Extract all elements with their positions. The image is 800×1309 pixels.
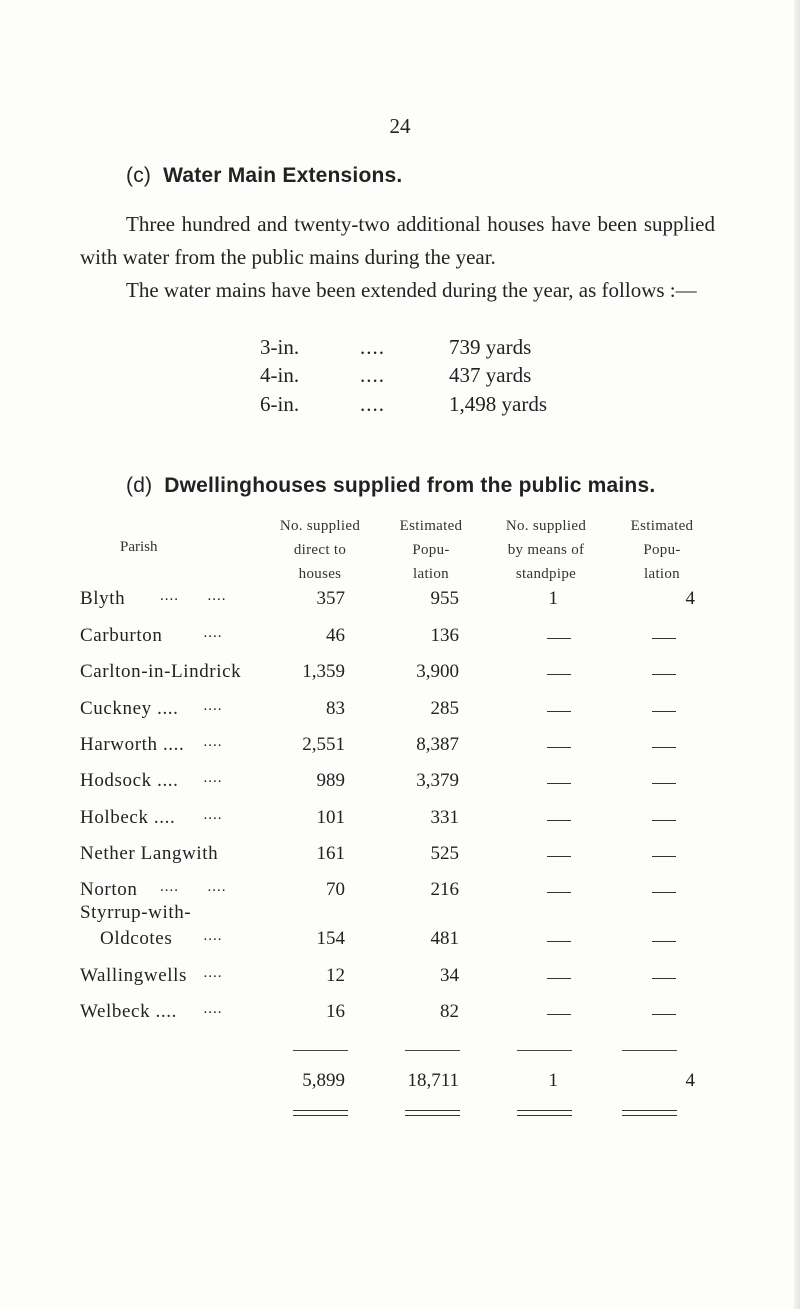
section-c-paragraph-2: The water mains have been extended during the year, as follows :—	[126, 278, 697, 302]
standpipe-count-dash	[547, 747, 571, 748]
extension-length: 1,498 yards	[449, 392, 547, 416]
section-c-paragraph-1: Three hundred and twenty-two additional houses have been supplied with water from the public mains during the year.	[80, 212, 715, 269]
parish-name: Oldcotes	[100, 928, 173, 949]
parish-name: Norton	[80, 879, 138, 900]
header-line: by means of	[507, 542, 585, 558]
page-number: 24	[389, 114, 411, 138]
standpipe-population-dash	[652, 747, 676, 748]
extension-row	[0, 363, 800, 389]
extension-dots: ....	[360, 363, 385, 387]
standpipe-count-dash	[547, 674, 571, 675]
double-underline	[622, 1110, 677, 1116]
direct-count: 101	[316, 807, 345, 828]
section-d-heading	[126, 474, 655, 498]
standpipe-population-dash	[652, 820, 676, 821]
header-line: Popu-	[643, 542, 681, 558]
estimated-population: 955	[430, 588, 459, 609]
standpipe-count-dash	[547, 856, 571, 857]
standpipe-count-dash	[547, 1014, 571, 1015]
header-standpipe-supply	[481, 514, 611, 586]
estimated-population: 82	[440, 1001, 459, 1022]
page-edge	[794, 0, 800, 1309]
extension-size: 6-in.	[260, 392, 300, 416]
standpipe-population-dash	[652, 711, 676, 712]
parish-name: Welbeck ....	[80, 1001, 177, 1022]
estimated-population: 285	[430, 698, 459, 719]
double-underline	[293, 1110, 348, 1116]
estimated-population: 3,900	[416, 661, 459, 682]
direct-count: 154	[316, 928, 345, 949]
header-line: standpipe	[515, 566, 577, 582]
standpipe-population-dash	[652, 892, 676, 893]
direct-count: 989	[316, 770, 345, 791]
leader-dots: ....	[175, 698, 223, 714]
direct-count: 161	[316, 843, 345, 864]
header-line: Estimated	[399, 518, 463, 534]
total-rule	[405, 1050, 460, 1051]
section-c-title: Water Main Extensions.	[163, 164, 403, 187]
leader-dots: ....	[175, 928, 223, 944]
parish-name: Holbeck ....	[80, 807, 176, 828]
section-d-label: (d)	[126, 474, 153, 497]
extension-length: 437 yards	[449, 363, 532, 387]
direct-count: 16	[326, 1001, 345, 1022]
parish-name: Cuckney ....	[80, 698, 179, 719]
total-standpipe: 1	[548, 1070, 558, 1091]
header-line: lation	[644, 566, 680, 582]
parish-name: Wallingwells	[80, 965, 187, 986]
extension-row	[0, 335, 800, 361]
direct-count: 12	[326, 965, 345, 986]
extension-size: 3-in.	[260, 335, 300, 359]
header-line: lation	[413, 566, 449, 582]
leader-dots: ....	[175, 625, 223, 641]
leader-dots: ....	[175, 1001, 223, 1017]
extension-row	[0, 392, 800, 418]
section-d-title: Dwellinghouses supplied from the public mains.	[164, 474, 656, 497]
direct-count: 46	[326, 625, 345, 646]
leader-dots: ....	[175, 965, 223, 981]
leader-dots: .... ....	[160, 588, 227, 604]
double-underline	[405, 1110, 460, 1116]
standpipe-count-dash	[547, 711, 571, 712]
direct-count: 357	[316, 588, 345, 609]
header-estimated-pop-1	[381, 514, 481, 586]
standpipe-count: 1	[548, 588, 558, 609]
estimated-population: 34	[440, 965, 459, 986]
standpipe-population-dash	[652, 674, 676, 675]
header-line: Popu-	[412, 542, 450, 558]
header-line: No. supplied	[279, 518, 361, 534]
header-estimated-pop-2	[612, 514, 712, 586]
total-direct: 5,899	[302, 1070, 345, 1091]
header-direct-supply	[255, 514, 385, 586]
header-parish: Parish	[120, 539, 158, 555]
estimated-population: 216	[430, 879, 459, 900]
total-rule	[517, 1050, 572, 1051]
parish-name-line: Styrrup-with-	[80, 902, 192, 923]
extension-length: 739 yards	[449, 335, 532, 359]
total-rule	[622, 1050, 677, 1051]
direct-count: 70	[326, 879, 345, 900]
standpipe-count-dash	[547, 978, 571, 979]
parish-name: Blyth	[80, 588, 126, 609]
standpipe-population-dash	[652, 638, 676, 639]
header-line: houses	[298, 566, 342, 582]
header-line: Estimated	[630, 518, 694, 534]
parish-name: Nether Langwith	[80, 843, 219, 864]
double-underline	[517, 1110, 572, 1116]
standpipe-count-dash	[547, 941, 571, 942]
extension-dots: ....	[360, 392, 385, 416]
standpipe-count-dash	[547, 638, 571, 639]
estimated-population: 8,387	[416, 734, 459, 755]
extension-dots: ....	[360, 335, 385, 359]
estimated-population: 3,379	[416, 770, 459, 791]
standpipe-population-dash	[652, 941, 676, 942]
total-standpipe-population: 4	[685, 1070, 695, 1091]
estimated-population: 481	[430, 928, 459, 949]
direct-count: 83	[326, 698, 345, 719]
standpipe-population-dash	[652, 978, 676, 979]
section-c-heading	[126, 164, 402, 188]
estimated-population: 525	[430, 843, 459, 864]
standpipe-population-dash	[652, 783, 676, 784]
leader-dots: ....	[175, 807, 223, 823]
standpipe-count-dash	[547, 820, 571, 821]
direct-count: 1,359	[302, 661, 345, 682]
header-line: direct to	[293, 542, 347, 558]
standpipe-population-dash	[652, 1014, 676, 1015]
standpipe-population: 4	[685, 588, 695, 609]
parish-name: Hodsock ....	[80, 770, 179, 791]
section-c-label: (c)	[126, 164, 152, 187]
header-line: No. supplied	[505, 518, 587, 534]
direct-count: 2,551	[302, 734, 345, 755]
standpipe-count-dash	[547, 783, 571, 784]
estimated-population: 136	[430, 625, 459, 646]
leader-dots: ....	[175, 770, 223, 786]
total-population: 18,711	[407, 1070, 459, 1091]
total-rule	[293, 1050, 348, 1051]
parish-name: Carlton-in-Lindrick	[80, 661, 242, 682]
estimated-population: 331	[430, 807, 459, 828]
parish-name: Harworth ....	[80, 734, 185, 755]
extension-size: 4-in.	[260, 363, 300, 387]
standpipe-population-dash	[652, 856, 676, 857]
parish-name: Carburton	[80, 625, 163, 646]
standpipe-count-dash	[547, 892, 571, 893]
leader-dots: ....	[175, 734, 223, 750]
leader-dots: .... ....	[160, 879, 227, 895]
